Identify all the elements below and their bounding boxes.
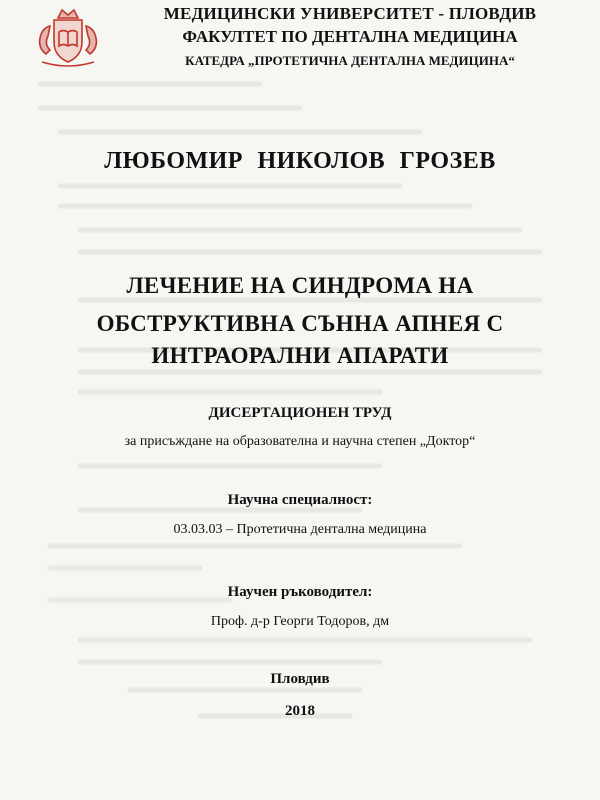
thesis-title-line-2: ОБСТРУКТИВНА СЪННА АПНЕЯ С bbox=[96, 311, 504, 336]
year: 2018 bbox=[285, 703, 315, 719]
specialty-label: Научна специалност: bbox=[227, 492, 373, 508]
university-crest-icon bbox=[28, 2, 108, 72]
supervisor-value: Проф. д-р Георги Тодоров, дм bbox=[210, 614, 390, 629]
department-name: КАТЕДРА „ПРОТЕТИЧНА ДЕНТАЛНА МЕДИЦИНА“ bbox=[185, 53, 515, 68]
degree-description: за присъждане на образователна и научна степен „Доктор“ bbox=[124, 434, 476, 449]
author-name: ЛЮБОМИР НИКОЛОВ ГРОЗЕВ bbox=[104, 148, 496, 174]
university-name: МЕДИЦИНСКИ УНИВЕРСИТЕТ - ПЛОВДИВ bbox=[163, 4, 537, 23]
thesis-type: ДИСЕРТАЦИОНЕН ТРУД bbox=[208, 405, 392, 421]
specialty-value: 03.03.03 – Протетична дентална медицина bbox=[173, 522, 427, 537]
thesis-title-line-1: ЛЕЧЕНИЕ НА СИНДРОМА НА bbox=[126, 273, 474, 298]
city: Пловдив bbox=[270, 671, 330, 687]
thesis-title-line-3: ИНТРАОРАЛНИ АПАРАТИ bbox=[151, 343, 449, 368]
supervisor-label: Научен ръководител: bbox=[227, 584, 373, 600]
faculty-name: ФАКУЛТЕТ ПО ДЕНТАЛНА МЕДИЦИНА bbox=[182, 27, 518, 46]
